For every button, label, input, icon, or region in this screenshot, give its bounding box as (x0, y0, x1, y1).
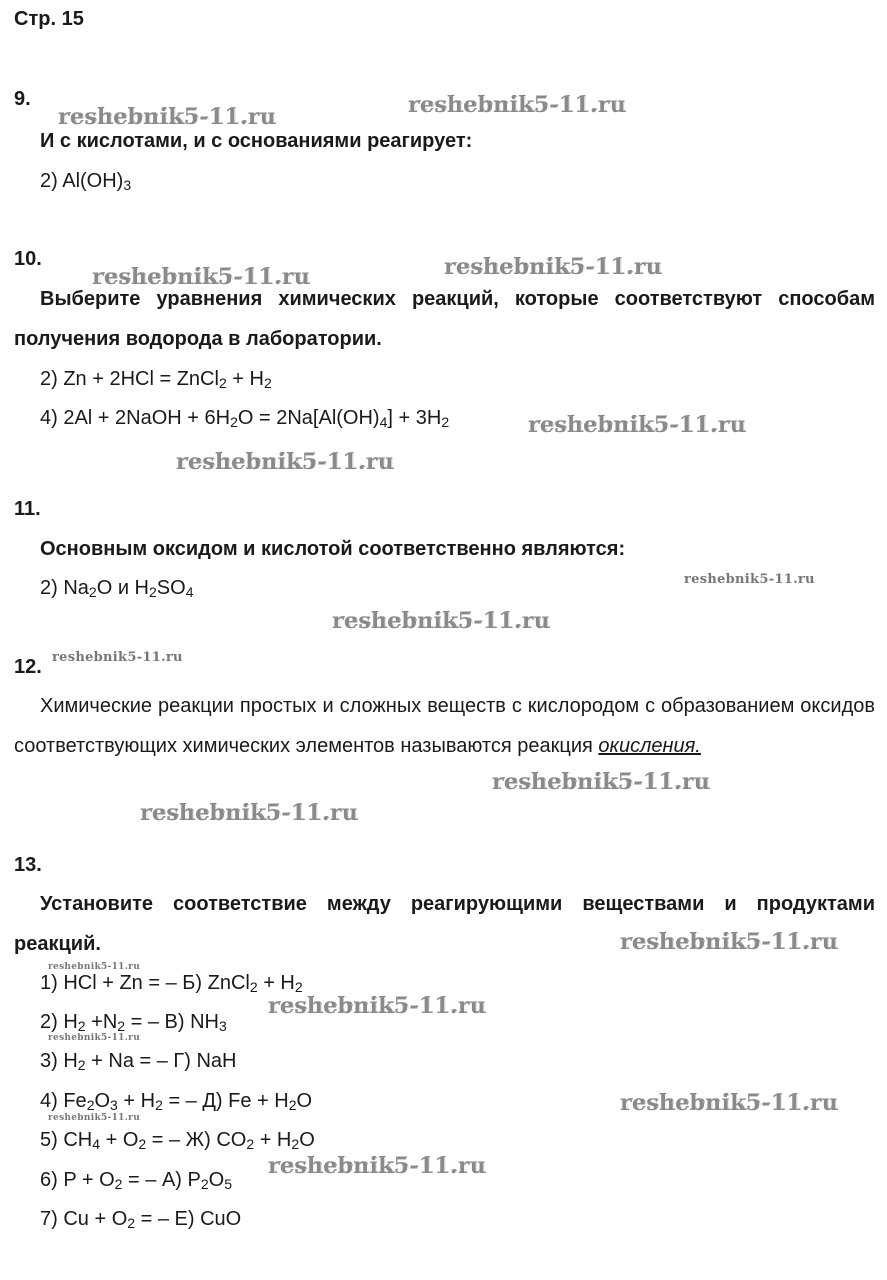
question-10-text: Выберите уравнения химических реакций, которые соответствуют способам получения водорода в лаборатории. (14, 288, 875, 350)
page-title: Стр. 15 (14, 8, 84, 30)
watermark: reshebnik5-11.ru (620, 929, 839, 955)
watermark: reshebnik5-11.ru (140, 800, 359, 826)
watermark: reshebnik5-11.ru (684, 572, 815, 587)
watermark: reshebnik5-11.ru (48, 1033, 141, 1043)
watermark: reshebnik5-11.ru (176, 449, 395, 475)
watermark: reshebnik5-11.ru (332, 608, 551, 634)
watermark: reshebnik5-11.ru (444, 254, 663, 280)
question-13-row-1: 1) HCl + Zn = – Б) ZnCl$_2$ + $H_2$ (40, 972, 303, 995)
question-11-text: Основным оксидом и кислотой соответственно являются: (40, 538, 626, 560)
watermark: reshebnik5-11.ru (48, 962, 141, 972)
question-13-row-7: 7) $Cu + O_2$ = – Е) CuO (40, 1208, 242, 1231)
question-9-answer: 2) $Al(OH)_3$ (40, 170, 132, 193)
watermark: reshebnik5-11.ru (492, 769, 711, 795)
question-11-number: 11. (14, 498, 41, 520)
question-13-row-5: 5) $CH_4 + O_2$ = – Ж) $CO_2 + H_2O$ (40, 1129, 315, 1152)
watermark: reshebnik5-11.ru (408, 92, 627, 118)
question-13-row-6: 6) $P + O_2$ = – А) $P_2O_5$ (40, 1169, 232, 1192)
watermark: reshebnik5-11.ru (92, 264, 311, 290)
watermark: reshebnik5-11.ru (528, 412, 747, 438)
question-10-number: 10. (14, 248, 42, 270)
question-12-text: Химические реакции простых и сложных веществ с кислородом с образованием оксидов соответствующих химических элементов называются реакция окисления. (14, 695, 875, 757)
watermark: reshebnik5-11.ru (268, 993, 487, 1019)
question-10-answer-1: 2) Zn + 2HCl = ZnCl$_2$ + $H_2$ (40, 368, 272, 391)
watermark: reshebnik5-11.ru (268, 1153, 487, 1179)
question-13-row-4: 4) $Fe_2O_3 + H_2$ = – Д) $Fe + H_2O$ (40, 1090, 313, 1113)
question-13-text: Установите соответствие между реагирующими веществами и продуктами реакций. (14, 893, 875, 955)
question-12-answer: окисления. (598, 735, 701, 757)
question-10-answer-2: 4) 2Al + 2NaOH + $6H_2O = 2Na[Al(OH)_4] + 3H_2$ (40, 407, 450, 430)
question-13-number: 13. (14, 854, 42, 876)
watermark: reshebnik5-11.ru (620, 1090, 839, 1116)
question-11-answer: 2) $Na_2O$ и $H_2SO_4$ (40, 577, 194, 600)
question-13-row-3: 3) $H_2 + Na$ = – Г) NaH (40, 1050, 237, 1073)
question-9-number: 9. (14, 88, 31, 110)
question-9-text: И с кислотами, и с основаниями реагирует: (40, 130, 473, 152)
question-12-number: 12. (14, 656, 42, 678)
watermark: reshebnik5-11.ru (48, 1113, 141, 1123)
watermark: reshebnik5-11.ru (58, 104, 277, 130)
question-13-row-2: 2) $H_2 +N_2$ = – В) $NH_3$ (40, 1011, 227, 1034)
watermark: reshebnik5-11.ru (52, 650, 183, 665)
